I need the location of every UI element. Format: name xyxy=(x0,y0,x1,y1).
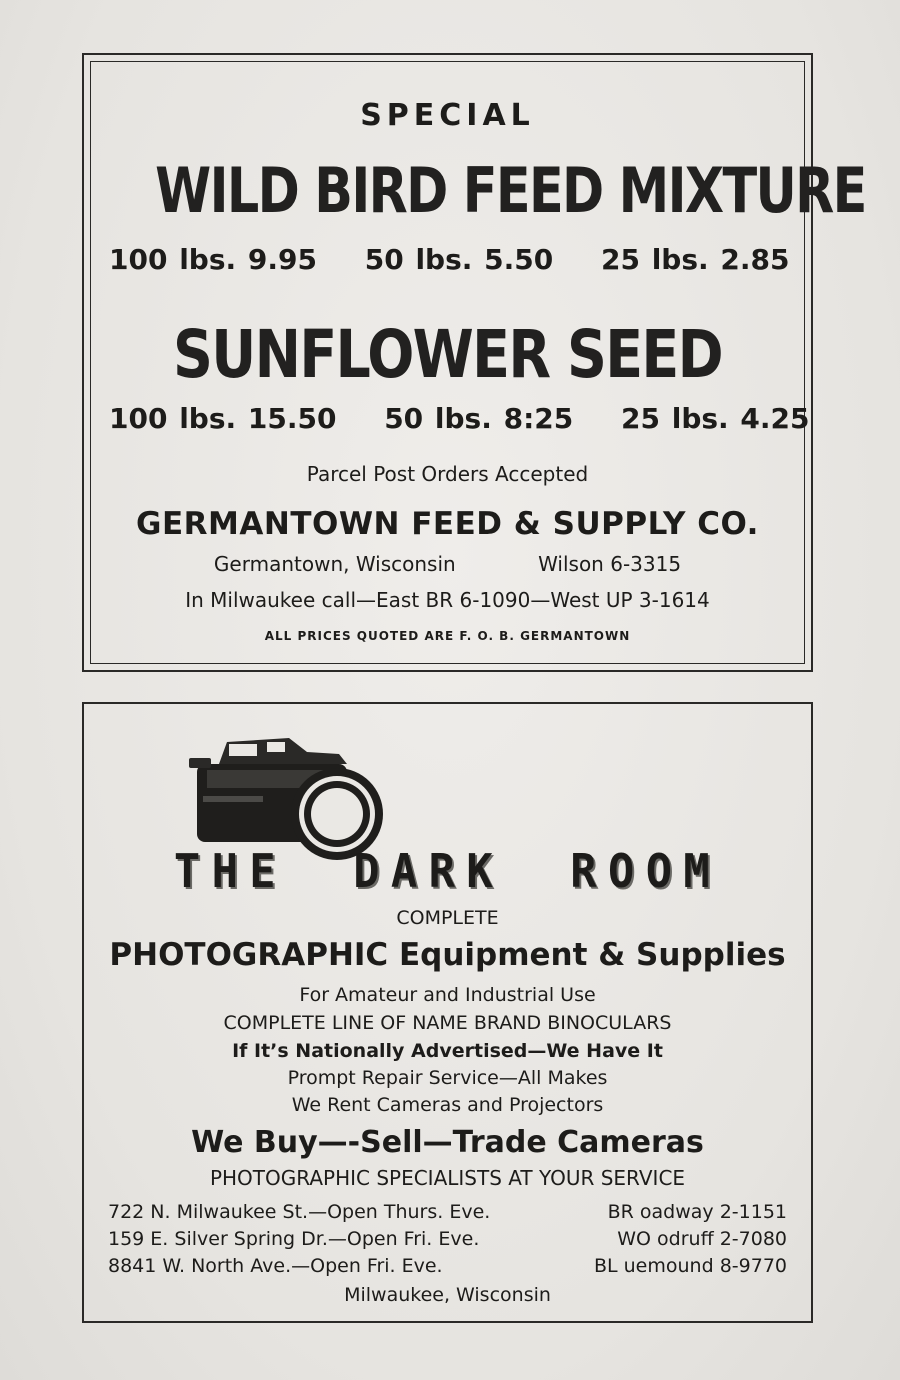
camera-icon xyxy=(179,724,399,864)
amateur-industrial-line: For Amateur and Industrial Use xyxy=(299,984,596,1006)
repair-service-line: Prompt Repair Service—All Makes xyxy=(287,1067,608,1089)
sunflower-seed-headline: SUNFLOWER SEED xyxy=(173,316,722,393)
feed-supply-ad-inner-border xyxy=(90,61,866,664)
sunflower-prices xyxy=(91,402,810,435)
price-25lbs: 25 lbs. 2.85 xyxy=(600,243,790,276)
store-phone: WO odruff 2-7080 xyxy=(617,1228,787,1250)
company-name: GERMANTOWN FEED & SUPPLY CO. xyxy=(136,506,759,542)
company-contact-row xyxy=(91,552,804,576)
store-address: 8841 W. North Ave.—Open Fri. Eve. xyxy=(108,1255,443,1277)
store-row xyxy=(108,1228,787,1250)
parcel-post-note: Parcel Post Orders Accepted xyxy=(306,462,589,486)
store-phone: BR oadway 2-1151 xyxy=(607,1201,787,1223)
price-100lbs: 100 lbs. 15.50 xyxy=(109,402,337,435)
company-phone: Wilson 6-3315 xyxy=(538,552,682,576)
complete-label: COMPLETE xyxy=(396,907,499,929)
binoculars-line: COMPLETE LINE OF NAME BRAND BINOCULARS xyxy=(223,1012,672,1034)
wild-bird-feed-headline: WILD BIRD FEED MIXTURE xyxy=(155,154,866,227)
rent-cameras-line: We Rent Cameras and Projectors xyxy=(291,1094,604,1116)
dark-room-logo: THE DARK ROOM xyxy=(173,844,722,898)
nationally-advertised-line: If It’s Nationally Advertised—We Have It xyxy=(232,1040,663,1062)
fob-note: ALL PRICES QUOTED ARE F. O. B. GERMANTOWN xyxy=(264,629,631,643)
dark-room-ad xyxy=(82,702,813,1323)
special-label: SPECIAL xyxy=(360,98,535,133)
city-line: Milwaukee, Wisconsin xyxy=(344,1284,551,1306)
store-address: 159 E. Silver Spring Dr.—Open Fri. Eve. xyxy=(108,1228,480,1250)
price-25lbs: 25 lbs. 4.25 xyxy=(621,402,810,435)
milwaukee-phones: In Milwaukee call—East BR 6-1090—West UP 3-1614 xyxy=(185,588,710,612)
buy-sell-trade-headline: We Buy—-Sell—Trade Cameras xyxy=(191,1125,704,1160)
feed-supply-ad xyxy=(82,53,866,672)
company-location: Germantown, Wisconsin xyxy=(213,552,456,576)
store-row xyxy=(108,1255,787,1277)
price-50lbs: 50 lbs. 5.50 xyxy=(364,243,554,276)
bird-feed-prices xyxy=(91,243,804,276)
store-phone: BL uemound 8-9770 xyxy=(593,1255,787,1277)
price-50lbs: 50 lbs. 8:25 xyxy=(384,402,574,435)
price-100lbs: 100 lbs. 9.95 xyxy=(109,243,317,276)
store-row xyxy=(108,1201,787,1223)
photographic-equipment-headline: PHOTOGRAPHIC Equipment & Supplies xyxy=(109,937,786,973)
specialists-line: PHOTOGRAPHIC SPECIALISTS AT YOUR SERVICE xyxy=(209,1166,686,1190)
store-address: 722 N. Milwaukee St.—Open Thurs. Eve. xyxy=(108,1201,491,1223)
